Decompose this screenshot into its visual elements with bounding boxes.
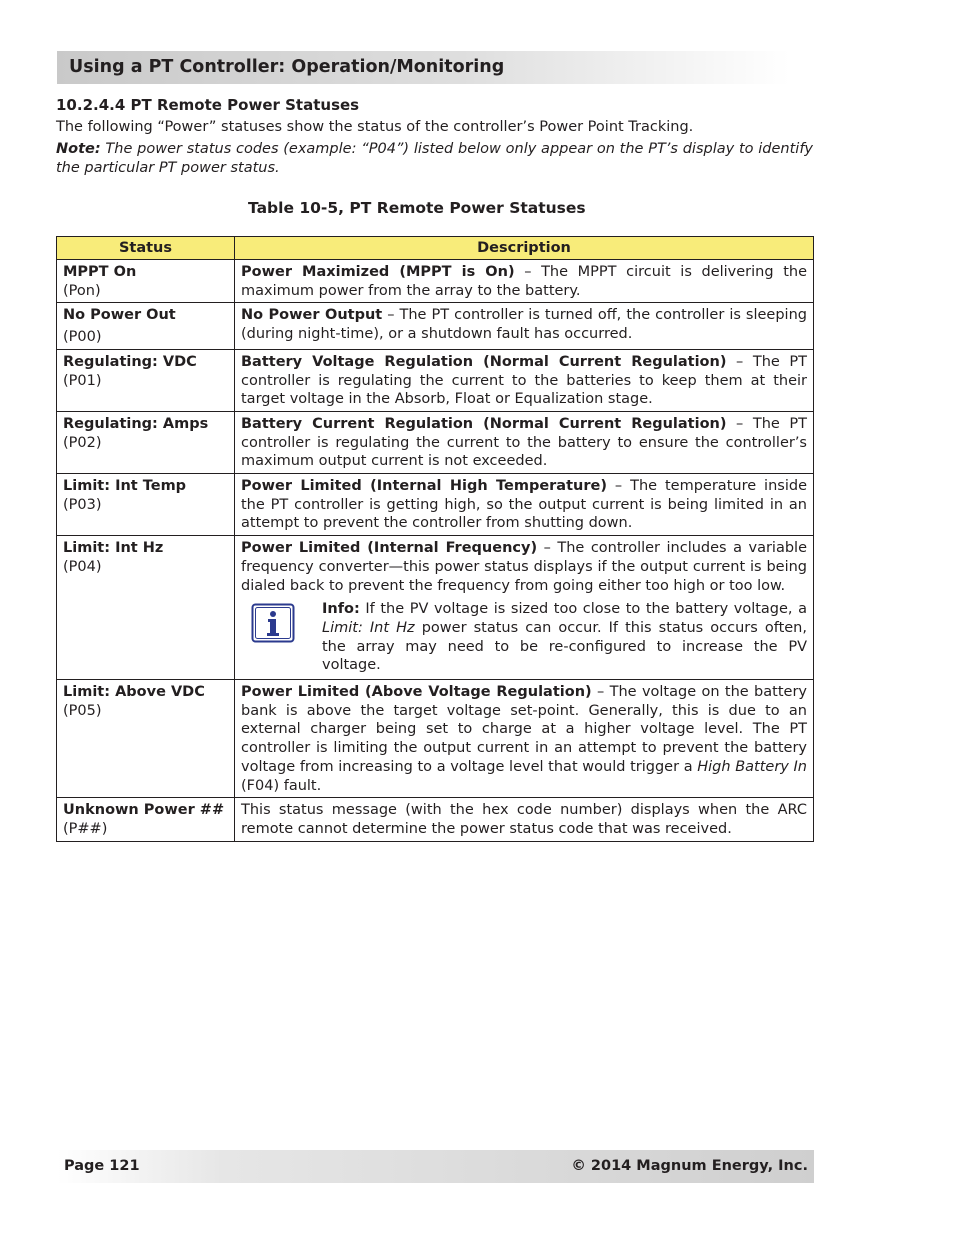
table-row xyxy=(57,536,814,680)
status-cell xyxy=(57,474,235,536)
description-italic: High Battery In xyxy=(697,758,807,775)
table-row xyxy=(57,680,814,798)
status-code: (P00) xyxy=(63,329,102,346)
status-cell xyxy=(57,411,235,473)
description-title: No Power Output xyxy=(241,307,383,324)
table-row xyxy=(57,260,814,303)
copyright-notice: © 2014 Magnum Energy, Inc. xyxy=(571,1158,808,1174)
status-cell xyxy=(57,798,235,841)
description-cell xyxy=(235,474,814,536)
status-name: Limit: Above VDC xyxy=(63,684,205,701)
description-title: Battery Current Regulation (Normal Current Regulation) xyxy=(241,415,727,432)
description-text: – The voltage on the battery bank is above the target voltage set-point. Generally, this is due to an external charger being set to charge at a higher voltage level. The PT controller is limiting the output current in an attempt to prevent the battery voltage from increasing to a voltage level that would trigger a xyxy=(241,684,807,775)
status-cell xyxy=(57,303,235,349)
status-name: Unknown Power ## xyxy=(63,802,225,819)
table-row xyxy=(57,349,814,411)
info-text-part: If the PV voltage is sized too close to the battery voltage, a xyxy=(359,601,807,618)
status-cell xyxy=(57,349,235,411)
description-text: – The PT controller is regulating the current to the battery to ensure the controller’s maximum output current is not exceeded. xyxy=(241,415,807,470)
table-row xyxy=(57,474,814,536)
status-code: (P02) xyxy=(63,434,102,451)
description-title: Power Limited (Internal Frequency) xyxy=(241,540,538,557)
note-label: Note: xyxy=(56,141,101,157)
status-name: Limit: Int Hz xyxy=(63,540,164,557)
table-header-row xyxy=(57,237,814,260)
description-cell xyxy=(235,411,814,473)
status-code: (P01) xyxy=(63,372,102,389)
status-code: (P05) xyxy=(63,702,102,719)
description-text: This status message (with the hex code number) displays when the ARC remote cannot determine the power status code that was received. xyxy=(241,802,807,837)
info-icon xyxy=(251,603,295,643)
description-text: – The PT controller is turned off, the controller is sleeping (during night-time), or a shutdown fault has occurred. xyxy=(241,307,807,343)
subsection-heading: 10.2.4.4 PT Remote Power Statuses xyxy=(56,96,360,114)
intro-paragraph: The following “Power” statuses show the status of the controller’s Power Point Tracking. xyxy=(56,119,694,135)
description-text: – The PT controller is regulating the current to the batteries to keep them at their target voltage in the Absorb, Float or Equalization stage. xyxy=(241,353,807,408)
note-text: The power status codes (example: “P04”) listed below only appear on the PT’s display to identify the particular PT power status. xyxy=(56,141,813,176)
section-header-bar xyxy=(57,51,790,84)
description-title: Battery Voltage Regulation (Normal Current Regulation) xyxy=(241,353,727,370)
description-cell xyxy=(235,536,814,680)
description-cell xyxy=(235,303,814,349)
status-code: (P03) xyxy=(63,496,102,513)
description-text: – The temperature inside the PT controller is getting high, so the output current is being limited in an attempt to prevent the controller from shutting down. xyxy=(241,478,807,532)
header-status: Status xyxy=(57,237,235,260)
status-name: Regulating: VDC xyxy=(63,353,197,370)
description-cell xyxy=(235,798,814,841)
table-caption: Table 10-5, PT Remote Power Statuses xyxy=(248,199,586,217)
status-cell xyxy=(57,536,235,680)
status-name: Limit: Int Temp xyxy=(63,478,187,495)
info-label: Info: xyxy=(322,601,360,618)
status-code: (Pon) xyxy=(63,282,101,299)
description-text: (F04) fault. xyxy=(241,777,322,794)
description-cell xyxy=(235,680,814,798)
status-name: Regulating: Amps xyxy=(63,415,209,432)
status-code: (P04) xyxy=(63,558,102,575)
table-row xyxy=(57,798,814,841)
info-text xyxy=(322,600,807,675)
note-paragraph xyxy=(56,140,813,178)
table-row xyxy=(57,411,814,473)
power-status-table xyxy=(56,236,814,842)
description-title: Power Maximized (MPPT is On) xyxy=(241,264,515,280)
table-row xyxy=(57,303,814,349)
status-code: (P##) xyxy=(63,820,108,837)
header-description: Description xyxy=(235,237,814,260)
page-section-title: Using a PT Controller: Operation/Monitoring xyxy=(69,57,505,77)
description-text: – The controller includes a variable frequency converter—this power status displays if the output current is being dialed back to prevent the frequency from going either too high or too low. xyxy=(241,540,808,594)
description-cell xyxy=(235,349,814,411)
info-text-part: power status can occur. If this status occurs often, the array may need to be re-configured to increase the PV voltage. xyxy=(322,619,807,674)
description-title: Power Limited (Above Voltage Regulation) xyxy=(241,684,592,701)
description-title: Power Limited (Internal High Temperature) xyxy=(241,478,607,495)
status-cell xyxy=(57,680,235,798)
page-number: Page 121 xyxy=(64,1158,140,1174)
description-text: – The MPPT circuit is delivering the maximum power from the array to the battery. xyxy=(241,264,807,299)
status-cell xyxy=(57,260,235,303)
page-footer xyxy=(57,1150,814,1183)
info-callout xyxy=(241,600,807,675)
status-name: MPPT On xyxy=(63,264,137,280)
info-italic: Limit: Int Hz xyxy=(322,619,415,636)
status-name: No Power Out xyxy=(63,307,176,324)
description-cell xyxy=(235,260,814,303)
